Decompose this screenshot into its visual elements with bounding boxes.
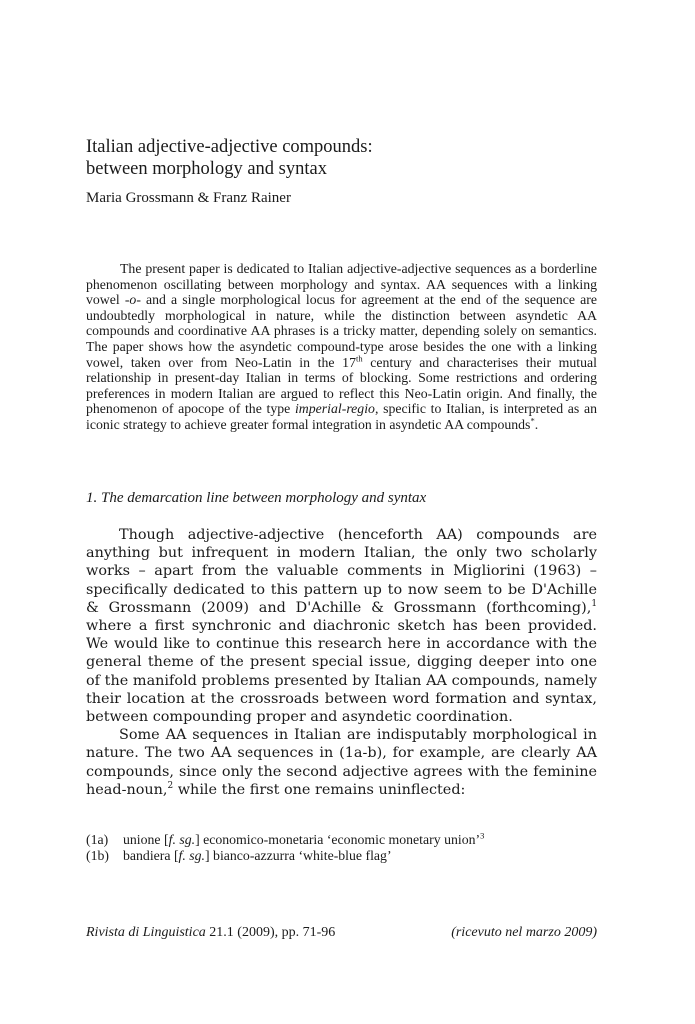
example-text <box>123 848 392 864</box>
title-line-2: between morphology and syntax <box>86 159 327 179</box>
abstract <box>86 261 597 433</box>
journal-name: Rivista di Linguistica <box>86 925 206 940</box>
example-gloss: f. sg. <box>168 832 196 847</box>
abstract-example: imperial-regio <box>294 401 375 417</box>
page-footer <box>86 925 597 941</box>
abstract-part: . <box>534 416 539 432</box>
example-part: ] bianco-azzurra ‘white-blue flag’ <box>205 848 392 863</box>
example-text <box>123 832 484 848</box>
ordinal-superscript: th <box>355 352 363 363</box>
journal-citation <box>86 925 335 941</box>
example-1b <box>86 848 484 864</box>
paragraph-1 <box>86 526 597 726</box>
abstract-text <box>86 261 597 433</box>
abstract-part: and a single morphological locus for agreement at the end of the sequence are undoubtedly morphological in nature, while the distinction between asyndetic AA compounds and coordinative AA phrases is a tricky matter, depending solely on semantics. The paper shows how the asyndetic compound-type arose besides the one with a linking vowel, taken over from Neo-Latin in the 17 <box>86 292 597 370</box>
example-1a <box>86 832 484 848</box>
paper-title <box>86 136 606 180</box>
note-marker: * <box>530 415 535 426</box>
example-gloss: f. sg. <box>178 848 205 863</box>
footnote-mark: 2 <box>167 781 174 792</box>
examples-list <box>86 832 484 864</box>
abstract-part: century and characterises their mutual relationship in present-day Italian in terms of blocking. Some restrictions and ordering preferences in modern Italian are argued to reflect this Neo-Latin origin. And finally, the phenomenon of apocope of the type <box>86 354 597 417</box>
example-part: unione [ <box>123 832 169 847</box>
abstract-part: , specific to Italian, is interpreted as an iconic strategy to achieve greater formal integration in asyndetic AA compounds <box>86 401 597 432</box>
example-number: (1b) <box>86 848 109 863</box>
title-line-1: Italian adjective-adjective compounds: <box>86 137 373 157</box>
section-heading: 1. The demarcation line between morphology and syntax <box>86 490 427 506</box>
example-part: ] economico-monetaria ‘economic monetary union’ <box>195 832 481 847</box>
footnote-mark: 3 <box>480 830 485 841</box>
paragraph-part: where a first synchronic and diachronic sketch has been provided. We would like to continue this research here in accordance with the general theme of the present special issue, digging deeper into one of the manifold problems presented by Italian AA compounds, namely their location at the crossroads between word formation and syntax, between compounding proper and asyndetic coordination. <box>86 618 597 726</box>
paragraph-part: while the first one remains uninflected: <box>173 781 466 798</box>
example-part: bandiera [ <box>123 848 179 863</box>
abstract-linking-vowel: -o- <box>124 292 141 308</box>
received-date: (ricevuto nel marzo 2009) <box>451 925 597 940</box>
footnote-mark: 1 <box>591 599 597 610</box>
paragraph-part: Some AA sequences in Italian are indisputably morphological in nature. The two AA sequences in (1a-b), for example, are clearly AA compounds, since only the second adjective agrees with the feminine head-noun, <box>86 727 597 798</box>
abstract-part: The present paper is dedicated to Italian adjective-adjective sequences as a borderline phenomenon oscillating between morphology and syntax. AA sequences with a linking vowel <box>86 261 597 308</box>
body-text <box>86 526 597 799</box>
authors: Maria Grossmann & Franz Rainer <box>86 190 291 206</box>
example-number: (1a) <box>86 832 109 847</box>
paragraph-part: Though adjective-adjective (henceforth AA) compounds are anything but infrequent in modern Italian, the only two scholarly works – apart from the valuable comments in Migliorini (1963) – specifically dedicated to this pattern up to now seem to be D'Achille & Grossmann (2009) and D'Achille & Grossmann (forthcoming), <box>86 527 597 616</box>
journal-issue: 21.1 (2009), pp. 71-96 <box>205 925 336 940</box>
paragraph-2 <box>86 726 597 799</box>
